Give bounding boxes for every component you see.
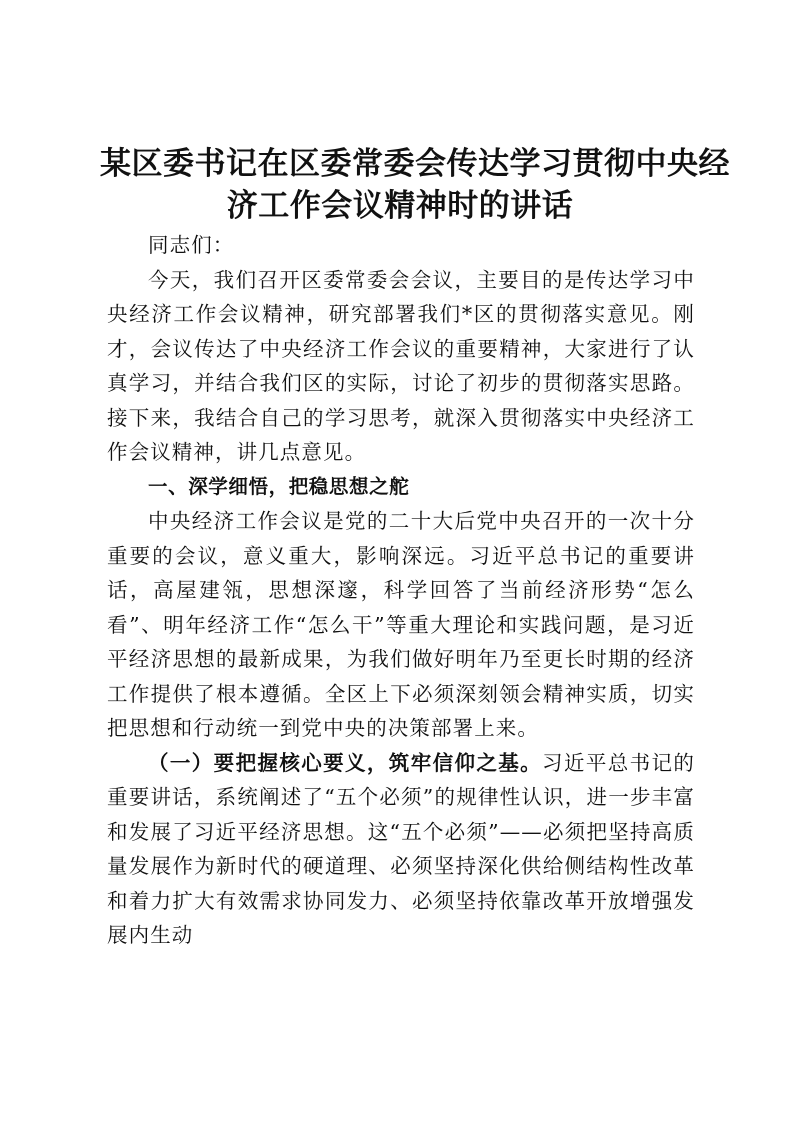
intro-paragraph: 今天，我们召开区委常委会会议，主要目的是传达学习中央经济工作会议精神，研究部署我们*区的贯彻落实意见。刚才，会议传达了中央经济工作会议的重要精神，大家进行了认真学习，并结合我们区的实际，讨论了初步的贯彻落实思路。接下来，我结合自己的学习思考，就深入贯彻落实中央经济工作会议精神，讲几点意见。 — [107, 267, 695, 464]
document-title-line-2: 济工作会议精神时的讲话 — [226, 188, 574, 224]
section-heading-1: 一、深学细悟，把稳思想之舵 — [148, 474, 410, 498]
subsection-1-text: 习近平总书记的重要讲话，系统阐述了“五个必须”的规律性认识，进一步丰富和发展了习近平经济思想。这“五个必须”——必须把坚持高质量发展作为新时代的硬道理、必须坚持深化供给侧结构性改革和着力扩大有效需求协同发力、必须坚持依靠改革开放增强发展内生动 — [107, 750, 695, 947]
subsection-1-paragraph — [107, 746, 695, 953]
subsection-1-lead: （一）要把握核心要义，筑牢信仰之基。 — [148, 750, 543, 775]
document-title-line-1: 某区委书记在区委常委会传达学习贯彻中央经 — [100, 146, 730, 182]
section-1-paragraph: 中央经济工作会议是党的二十大后党中央召开的一次十分重要的会议，意义重大，影响深远。习近平总书记的重要讲话，高屋建瓴，思想深邃，科学回答了当前经济形势“怎么看”、明年经济工作“怎么干”等重大理论和实践问题，是习近平经济思想的最新成果，为我们做好明年乃至更长时期的经济工作提供了根本遵循。全区上下必须深刻领会精神实质，切实把思想和行动统一到党中央的决策部署上来。 — [107, 509, 695, 740]
salutation: 同志们： — [148, 233, 235, 257]
document-title — [100, 143, 730, 227]
document-body — [107, 228, 695, 953]
